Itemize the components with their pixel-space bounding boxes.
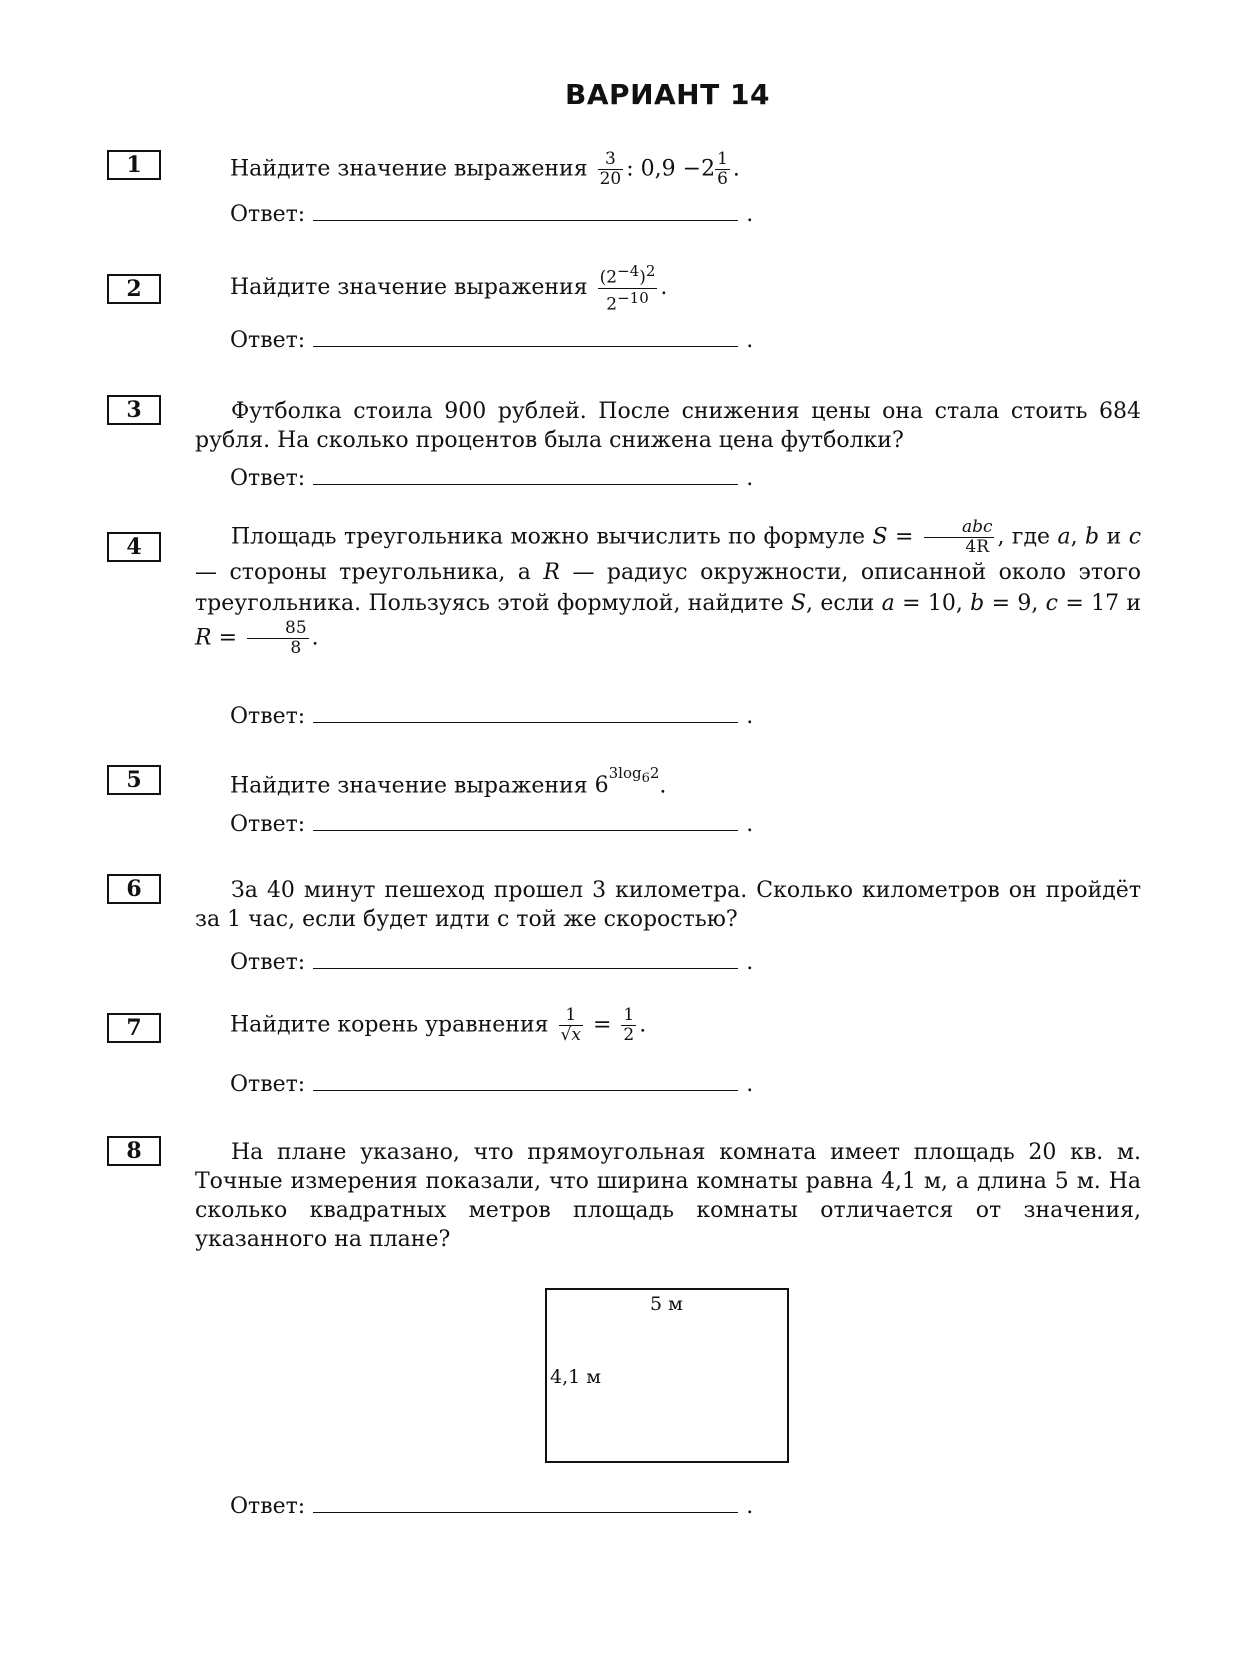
task-3-text: Футболка стоила 900 рублей. После снижения цены она стала стоить 684 рубля. На сколько процентов была снижена цена футболки? xyxy=(195,399,1141,453)
answer-input-5[interactable] xyxy=(313,816,738,831)
task-1-middle: : 0,9 −2 xyxy=(626,156,716,182)
answer-label: Ответ: xyxy=(230,812,306,837)
answer-end: . xyxy=(746,1072,754,1097)
room-width-label: 4,1 м xyxy=(550,1366,602,1388)
task-1-text xyxy=(230,150,740,189)
answer-input-6[interactable] xyxy=(313,954,738,969)
task-7-equals: = xyxy=(592,1012,612,1038)
answer-end: . xyxy=(746,328,754,353)
task-7-left-fraction: $\frac{1}{√x}$ xyxy=(560,1005,581,1045)
task-7-end: . xyxy=(639,1012,647,1038)
task-number-8: 8 xyxy=(107,1136,161,1166)
answer-label: Ответ: xyxy=(230,1494,306,1519)
task-1-answer xyxy=(230,202,753,227)
task-number-7: 7 xyxy=(107,1013,161,1043)
task-number-6: 6 xyxy=(107,874,161,904)
answer-label: Ответ: xyxy=(230,328,306,353)
task-6-text: За 40 минут пешеход прошел 3 километра. Сколько километров он пройдёт за 1 час, если будет идти с той же скоростью? xyxy=(195,878,1141,932)
task-number-5: 5 xyxy=(107,765,161,795)
task-7-answer xyxy=(230,1072,753,1097)
page-title: ВАРИАНТ 14 xyxy=(565,78,770,111)
answer-end: . xyxy=(746,812,754,837)
answer-label: Ответ: xyxy=(230,1072,306,1097)
task-7-right-fraction: $\frac{1}{2}$ xyxy=(623,1005,635,1045)
task-2-end: . xyxy=(660,275,668,301)
answer-label: Ответ: xyxy=(230,704,306,729)
room-length-label: 5 м xyxy=(650,1293,683,1315)
task-number-3: 3 xyxy=(107,395,161,425)
task-2-text xyxy=(230,262,667,314)
answer-label: Ответ: xyxy=(230,202,306,227)
answer-input-2[interactable] xyxy=(313,332,738,347)
task-number-2: 2 xyxy=(107,274,161,304)
task-7-prompt: Найдите корень уравнения xyxy=(230,1012,549,1038)
task-4-answer xyxy=(230,704,753,729)
answer-end: . xyxy=(746,466,754,491)
answer-input-4[interactable] xyxy=(313,708,738,723)
task-4-text: Площадь треугольника можно вычислить по формуле S = $\frac{\text{abc}}{4R}$ , где a, b и c — стороны треугольника, а R — радиус окружности, описанной около этого треугольника. Пользуясь этой формулой, найдите S, если a = 10, b = 9, c = 17 и R = $\frac{85}{8}$ . xyxy=(195,517,1142,658)
answer-input-1[interactable] xyxy=(313,206,738,221)
task-number-4: 4 xyxy=(107,532,161,562)
task-8-text: На плане указано, что прямоугольная комната имеет площадь 20 кв. м. Точные измерения показали, что ширина комнаты равна 4,1 м, а длина 5 м. На сколько квадратных метров площадь комнаты отличается от значения, указанного на плане? xyxy=(195,1140,1141,1252)
task-5-answer xyxy=(230,812,753,837)
answer-input-7[interactable] xyxy=(313,1076,738,1091)
task-1-prompt: Найдите значение выражения xyxy=(230,156,588,182)
answer-end: . xyxy=(746,704,754,729)
task-5-text xyxy=(230,765,666,800)
answer-label: Ответ: xyxy=(230,950,306,975)
answer-end: . xyxy=(746,202,754,227)
task-3-answer xyxy=(230,466,753,491)
answer-input-8[interactable] xyxy=(313,1498,738,1513)
task-5-prompt: Найдите значение выражения xyxy=(230,773,588,799)
task-5-expression: $6^{3log_62}$ xyxy=(594,764,660,799)
task-2-answer xyxy=(230,328,753,353)
answer-label: Ответ: xyxy=(230,466,306,491)
task-1-end: . xyxy=(732,156,740,182)
task-8-answer xyxy=(230,1494,753,1519)
answer-input-3[interactable] xyxy=(313,470,738,485)
task-7-text xyxy=(230,1006,646,1045)
answer-end: . xyxy=(746,1494,754,1519)
answer-end: . xyxy=(746,950,754,975)
task-1-fraction-b: $\frac{1}{6}$ xyxy=(717,149,728,189)
task-number-1: 1 xyxy=(107,150,161,180)
task-5-end: . xyxy=(659,773,667,799)
task-2-fraction: $\frac{(2^{-4})^2}{2^{-10}}$ xyxy=(599,262,656,315)
task-2-prompt: Найдите значение выражения xyxy=(230,275,588,301)
task-4-formula: $\frac{\text{abc}}{4R}$ xyxy=(924,518,995,557)
task-6-answer xyxy=(230,950,753,975)
task-4-r-value: $\frac{85}{8}$ xyxy=(247,619,309,658)
task-1-fraction-a: $\frac{3}{20}$ xyxy=(599,149,622,189)
